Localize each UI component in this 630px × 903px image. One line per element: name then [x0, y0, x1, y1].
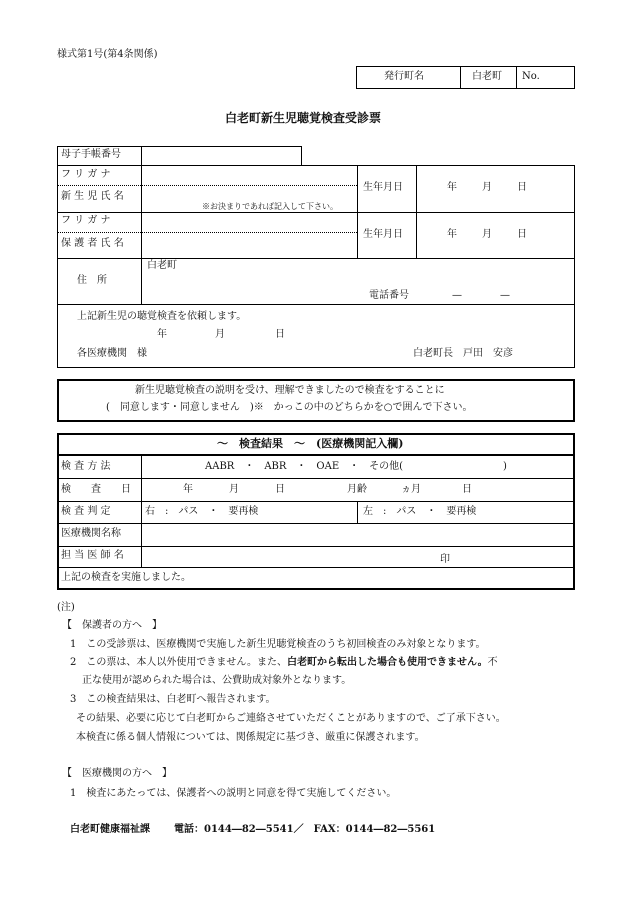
newborn-name-label: 新 生 児 氏 名 — [61, 191, 124, 202]
exam-date-label: 検 査 日 — [61, 484, 131, 495]
guardian-note-1: 1 この受診票は、医療機関で実施した新生児聴覚検査のうち初回検査のみ対象となります。 — [70, 639, 486, 650]
handbook-label: 母子手帳番号 — [61, 149, 121, 160]
date-day: 日 — [517, 182, 527, 193]
guardian-name-label: 保 護 者 氏 名 — [61, 238, 124, 249]
age-days: 日 — [462, 484, 472, 495]
address-label: 住 所 — [77, 275, 107, 286]
age-months: ヵ月 — [401, 484, 421, 495]
done-text: 上記の検査を実施しました。 — [61, 572, 191, 583]
doctor-label: 担 当 医 師 名 — [61, 550, 124, 561]
consent-line-2: ( 同意します・同意しません )※ かっこの中のどちらかを○で囲んで下さい。 — [106, 402, 473, 413]
left-ear-result: 左 : パス ・ 要再検 — [363, 506, 477, 517]
form-number: 様式第1号(第4条関係) — [57, 49, 158, 60]
request-day: 日 — [275, 329, 285, 340]
request-form — [57, 146, 575, 368]
issuer-town: 白老町 — [472, 71, 502, 82]
date-month: 月 — [482, 182, 492, 193]
guardian-heading: 【 保護者の方へ 】 — [62, 620, 162, 631]
request-month: 月 — [215, 329, 225, 340]
date-month: 月 — [482, 229, 492, 240]
issuer-label: 発行町名 — [384, 71, 424, 82]
exam-year: 年 — [183, 484, 193, 495]
request-text: 上記新生児の聴覚検査を依頼します。 — [77, 311, 247, 322]
results-header: ～ 検査結果 ～ (医療機関記入欄) — [217, 437, 404, 450]
medical-note-1: 1 検査にあたっては、保護者への説明と同意を得て実施してください。 — [70, 788, 397, 799]
exam-day: 日 — [275, 484, 285, 495]
request-year: 年 — [157, 329, 167, 340]
consent-line-1: 新生児聴覚検査の説明を受け、理解できましたので検査をすることに — [135, 385, 445, 396]
phone-label: 電話番号 — [369, 290, 409, 301]
address-value: 白老町 — [147, 260, 177, 271]
furigana-label-1: フ リ ガ ナ — [61, 169, 111, 180]
date-year: 年 — [447, 182, 457, 193]
furigana-label-2: フ リ ガ ナ — [61, 215, 111, 226]
seal-mark: 印 — [440, 554, 450, 565]
addressee-label: 各医療機関 様 — [77, 348, 147, 359]
phone-separator: — — [500, 290, 510, 301]
note-label: (注) — [57, 602, 75, 613]
guardian-note-3b: その結果、必要に応じて白老町からご連絡させていただくことがありますので、ご了承下さい。 — [76, 713, 506, 724]
right-ear-result: 右 : パス ・ 要再検 — [145, 506, 259, 517]
footer-contact: 電話：0144―82―5541／ FAX：0144―82―5561 — [174, 824, 436, 835]
number-label: No. — [522, 71, 540, 82]
date-year: 年 — [447, 229, 457, 240]
guardian-note-2: 2 この票は、本人以外使用できません。また、白老町から転出した場合も使用できません。不 — [70, 657, 498, 668]
page-title: 白老町新生児聴覚検査受診票 — [225, 111, 382, 125]
name-note: ※お決まりであれば記入して下さい。 — [202, 202, 338, 211]
phone-separator: — — [452, 290, 462, 301]
guardian-note-2-cont: 正な使用が認められた場合は、公費助成対象外となります。 — [82, 675, 352, 686]
method-options: AABR ・ ABR ・ OAE ・ その他( ) — [205, 461, 507, 472]
method-label: 検 査 方 法 — [61, 461, 111, 472]
institution-label: 医療機関名称 — [61, 528, 121, 539]
results-table — [57, 433, 575, 590]
medical-heading: 【 医療機関の方へ 】 — [62, 768, 172, 779]
footer-dept: 白老町健康福祉課 — [70, 824, 150, 835]
mayor-name: 白老町長 戸田 安彦 — [413, 348, 513, 359]
age-label: 月齢 — [347, 484, 367, 495]
birthdate-label-2: 生年月日 — [363, 229, 403, 240]
guardian-note-3: 3 この検査結果は、白老町へ報告されます。 — [70, 694, 276, 705]
date-day: 日 — [517, 229, 527, 240]
birthdate-label-1: 生年月日 — [363, 182, 403, 193]
judgment-label: 検 査 判 定 — [61, 506, 111, 517]
guardian-note-3c: 本検査に係る個人情報については、関係規定に基づき、厳重に保護されます。 — [76, 732, 425, 743]
exam-month: 月 — [229, 484, 239, 495]
